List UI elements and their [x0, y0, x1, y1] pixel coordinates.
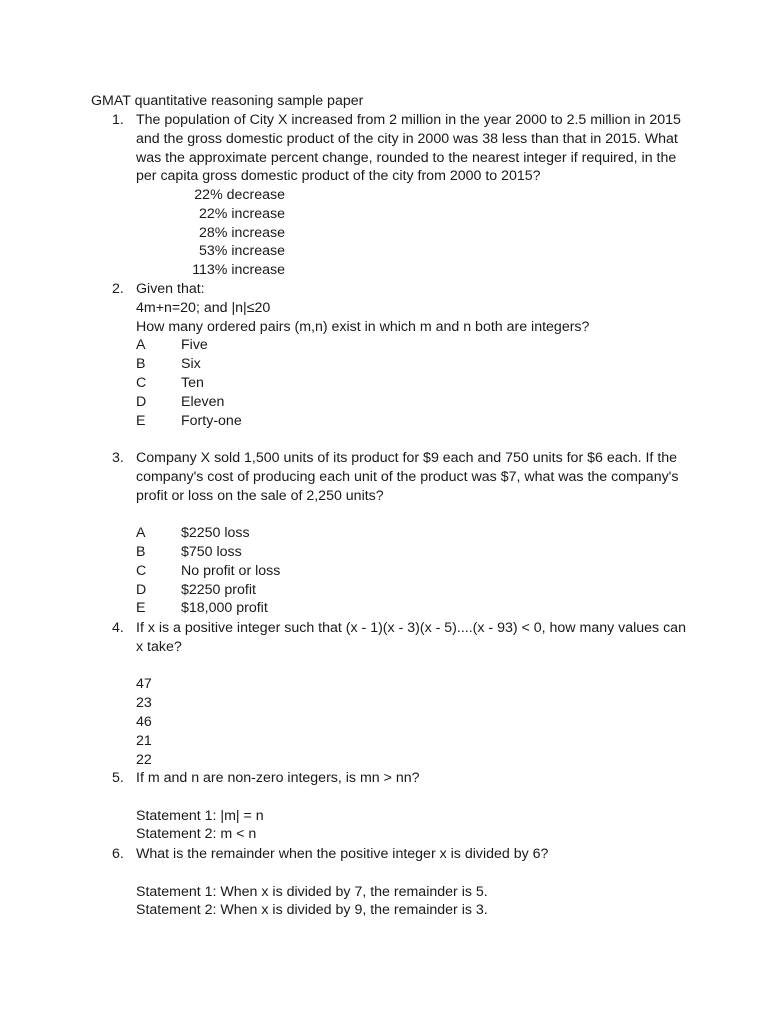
- question-line: 4m+n=20; and |n|≤20: [136, 299, 271, 316]
- question-line: The population of City X increased from 2 million in the year 2000 to 2.5 million in 2015: [136, 112, 681, 128]
- option-letter: D: [136, 393, 147, 410]
- answer-choice: 113% increase: [192, 262, 285, 279]
- answer-option: [136, 374, 681, 393]
- answer-option: [136, 524, 681, 543]
- answer-choice: 22% decrease: [194, 187, 285, 203]
- question-line: If m and n are non-zero integers, is mn > nn?: [136, 770, 420, 786]
- answer-option: [136, 599, 681, 618]
- question-text: [136, 619, 686, 769]
- statement: Statement 1: When x is divided by 7, the remainder is 5.: [136, 883, 488, 900]
- answer-choice: 28% increase: [199, 224, 285, 241]
- option-text: Six: [181, 356, 201, 373]
- answer-choice: 47: [136, 676, 152, 693]
- question-line: and the gross domestic product of the city in 2000 was 38 less than that in 2015. What: [136, 130, 678, 147]
- question-line: per capita gross domestic product of the city from 2000 to 2015?: [136, 168, 541, 185]
- option-letter: B: [136, 356, 146, 373]
- option-text: $2250 profit: [181, 581, 256, 598]
- answer-choices: [136, 675, 681, 769]
- option-text: Forty-one: [181, 412, 242, 429]
- answer-option: [136, 543, 681, 562]
- statement: Statement 2: When x is divided by 9, the remainder is 3.: [136, 902, 488, 919]
- answer-options: [136, 336, 681, 430]
- answer-choice: 53% increase: [199, 243, 285, 260]
- answer-choice: 21: [136, 732, 152, 749]
- answer-choices: [135, 186, 285, 280]
- question-text: [136, 111, 681, 186]
- option-letter: D: [136, 581, 147, 598]
- answer-choice: 46: [136, 713, 152, 730]
- question-number: 2.: [112, 281, 124, 297]
- question-line: x take?: [136, 638, 182, 655]
- statement: Statement 2: m < n: [136, 826, 257, 843]
- question-line: Company X sold 1,500 units of its product for $9 each and 750 units for $6 each. If the: [136, 450, 678, 466]
- question-number: 3.: [112, 450, 124, 466]
- option-letter: E: [136, 412, 146, 429]
- answer-choice: 23: [136, 695, 152, 712]
- question-number: 5.: [112, 770, 124, 786]
- answer-choice: 22% increase: [199, 205, 285, 222]
- question-number: 1.: [112, 112, 124, 128]
- option-letter: E: [136, 600, 146, 617]
- answer-option: [136, 562, 681, 581]
- question-line: If x is a positive integer such that (x - 1)(x - 3)(x - 5)....(x - 93) < 0, how many values can: [136, 620, 686, 636]
- question-line: What is the remainder when the positive integer x is divided by 6?: [136, 846, 549, 862]
- answer-option: [136, 393, 681, 412]
- option-text: Ten: [181, 374, 204, 391]
- option-text: $750 loss: [181, 543, 242, 560]
- question-text: [136, 449, 681, 618]
- option-letter: A: [136, 525, 146, 542]
- question-line: company's cost of producing each unit of the product was $7, what was the company's: [136, 468, 679, 485]
- question-text: [136, 280, 681, 430]
- option-letter: C: [136, 374, 147, 391]
- answer-choice: 22: [136, 751, 152, 768]
- question-line: profit or loss on the sale of 2,250 units?: [136, 487, 384, 504]
- answer-options: [136, 524, 681, 618]
- question-text: [136, 769, 681, 844]
- question-line: was the approximate percent change, rounded to the nearest integer if required, in the: [136, 149, 677, 166]
- option-text: Five: [181, 337, 208, 354]
- option-letter: C: [136, 562, 147, 579]
- answer-option: [136, 336, 681, 355]
- question-text: [136, 845, 681, 920]
- question-number: 4.: [112, 620, 124, 636]
- document-title: GMAT quantitative reasoning sample paper: [91, 93, 364, 109]
- option-text: Eleven: [181, 393, 225, 410]
- answer-option: [136, 581, 681, 600]
- option-text: $18,000 profit: [181, 600, 268, 617]
- answer-option: [136, 355, 681, 374]
- question-line: How many ordered pairs (m,n) exist in which m and n both are integers?: [136, 318, 590, 335]
- option-text: $2250 loss: [181, 525, 250, 542]
- option-letter: A: [136, 337, 146, 354]
- question-number: 6.: [112, 846, 124, 862]
- option-text: No profit or loss: [181, 562, 281, 579]
- question-line: Given that:: [136, 281, 205, 297]
- option-letter: B: [136, 543, 146, 560]
- statement: Statement 1: |m| = n: [136, 807, 264, 824]
- answer-option: [136, 412, 681, 431]
